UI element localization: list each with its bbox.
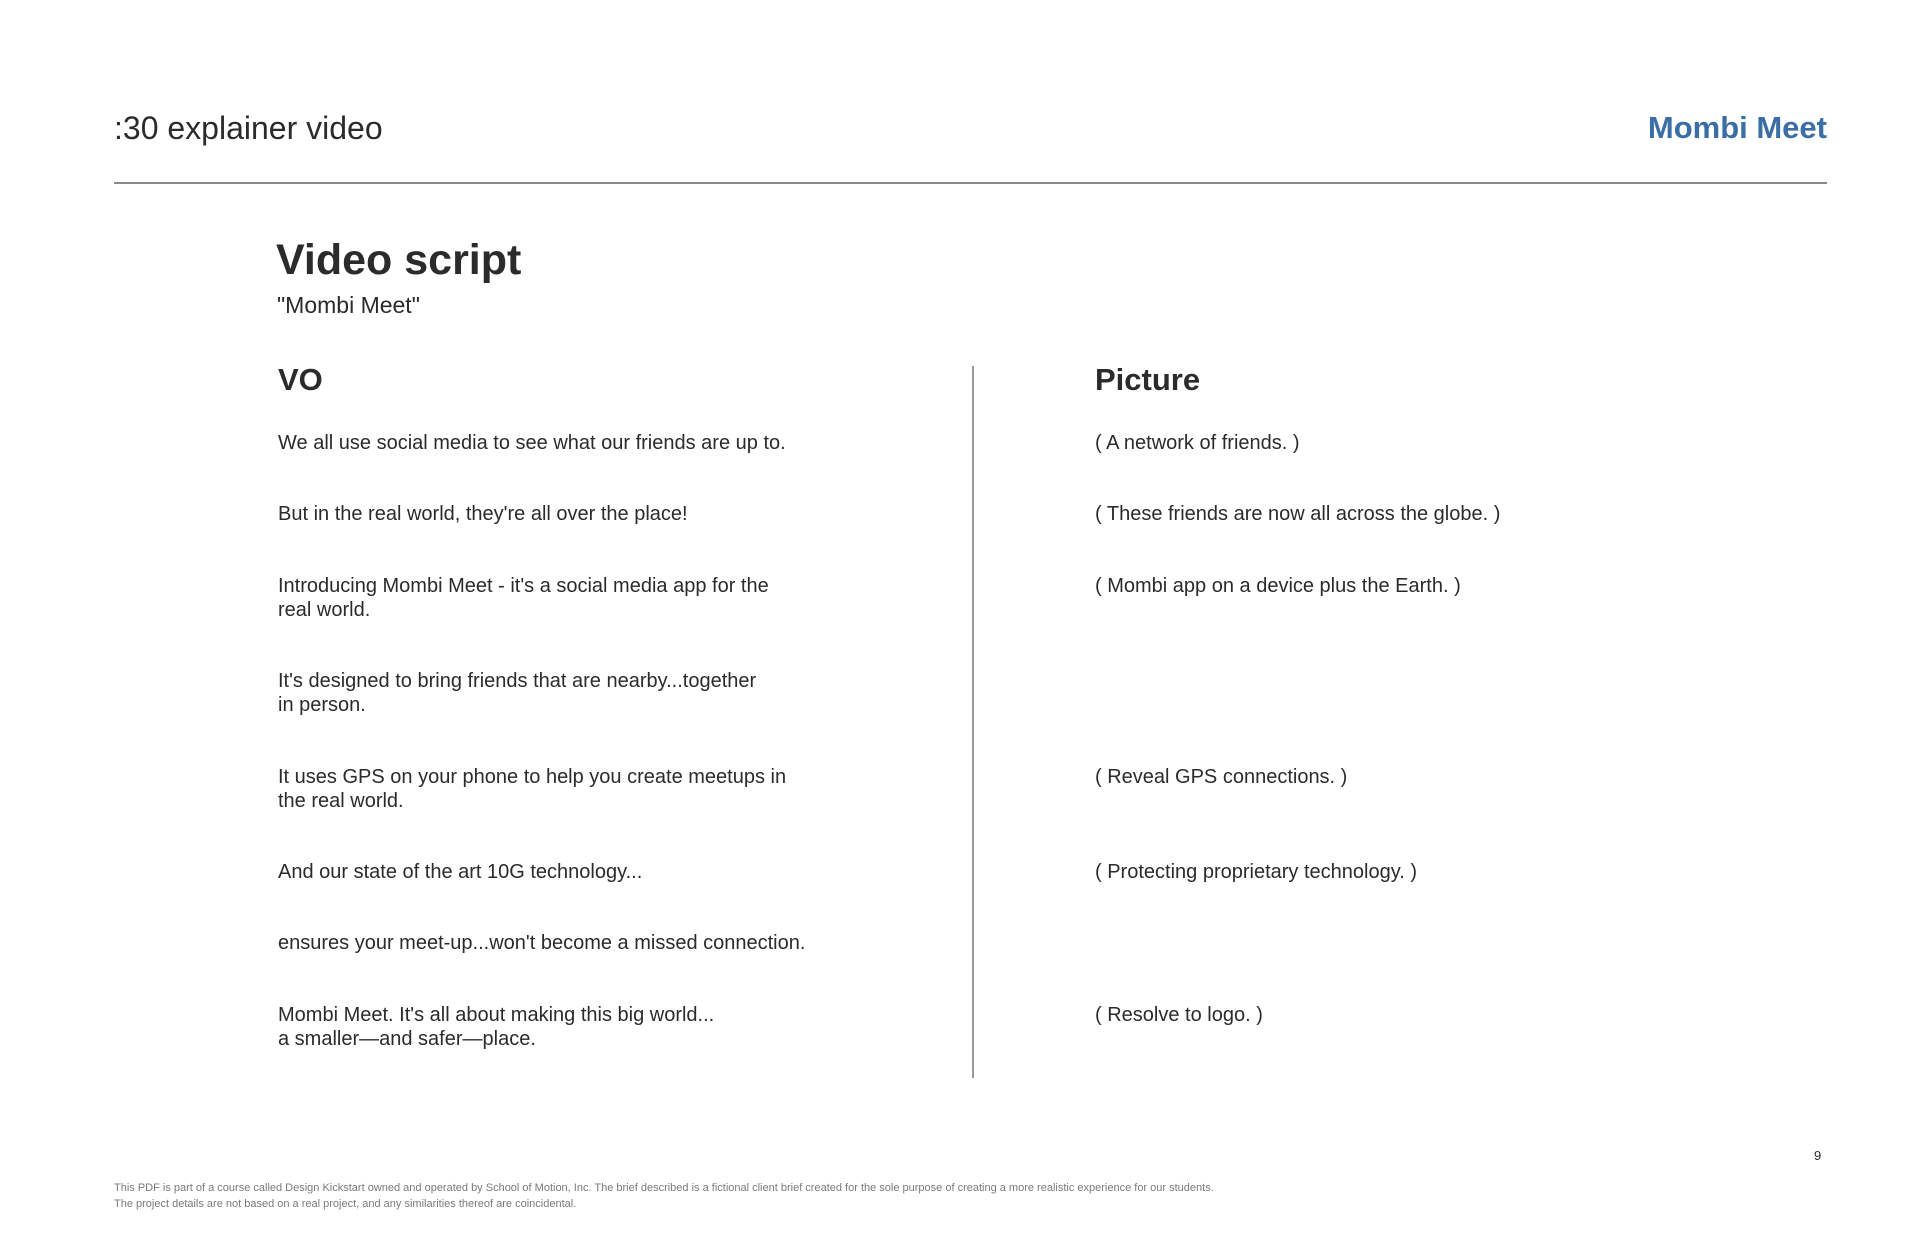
picture-line-3: ( Mombi app on a device plus the Earth. ) xyxy=(1095,575,1461,597)
vo-column-heading: VO xyxy=(278,362,323,397)
vo-line-8: Mombi Meet. It's all about making this big world... a smaller—and safer—place. xyxy=(278,1004,715,1050)
vo-line-7: ensures your meet-up...won't become a missed connection. xyxy=(278,932,806,954)
picture-column-heading: Picture xyxy=(1095,362,1201,397)
brand-name: Mombi Meet xyxy=(1647,110,1827,145)
picture-line-5: ( Reveal GPS connections. ) xyxy=(1095,766,1348,788)
document-type-title: :30 explainer video xyxy=(114,110,383,146)
vo-line-2: But in the real world, they're all over the place! xyxy=(278,503,688,525)
vo-line-4: It's designed to bring friends that are nearby...together in person. xyxy=(278,670,757,716)
vo-line-5: It uses GPS on your phone to help you create meetups in the real world. xyxy=(278,766,787,812)
section-subtitle: "Mombi Meet" xyxy=(277,292,420,318)
picture-line-6: ( Protecting proprietary technology. ) xyxy=(1095,861,1418,883)
vo-line-6: And our state of the art 10G technology... xyxy=(278,861,643,883)
vo-line-3: Introducing Mombi Meet - it's a social media app for the real world. xyxy=(278,575,769,621)
picture-line-2: ( These friends are now all across the globe. ) xyxy=(1095,503,1501,525)
picture-line-8: ( Resolve to logo. ) xyxy=(1095,1004,1263,1026)
header-divider xyxy=(114,182,1827,184)
vo-line-1: We all use social media to see what our friends are up to. xyxy=(278,432,786,454)
footer-disclaimer: This PDF is part of a course called Design Kickstart owned and operated by School of Motion, Inc. The brief described is a fictional client brief created for the sole purpose of creating a more realistic experience for our students. The project details are not based on a real project, and any similarities thereof are coincidental. xyxy=(114,1182,1214,1210)
column-divider xyxy=(972,366,974,1078)
section-title: Video script xyxy=(276,236,522,284)
picture-line-1: ( A network of friends. ) xyxy=(1095,432,1300,454)
page-number: 9 xyxy=(1814,1148,1822,1163)
